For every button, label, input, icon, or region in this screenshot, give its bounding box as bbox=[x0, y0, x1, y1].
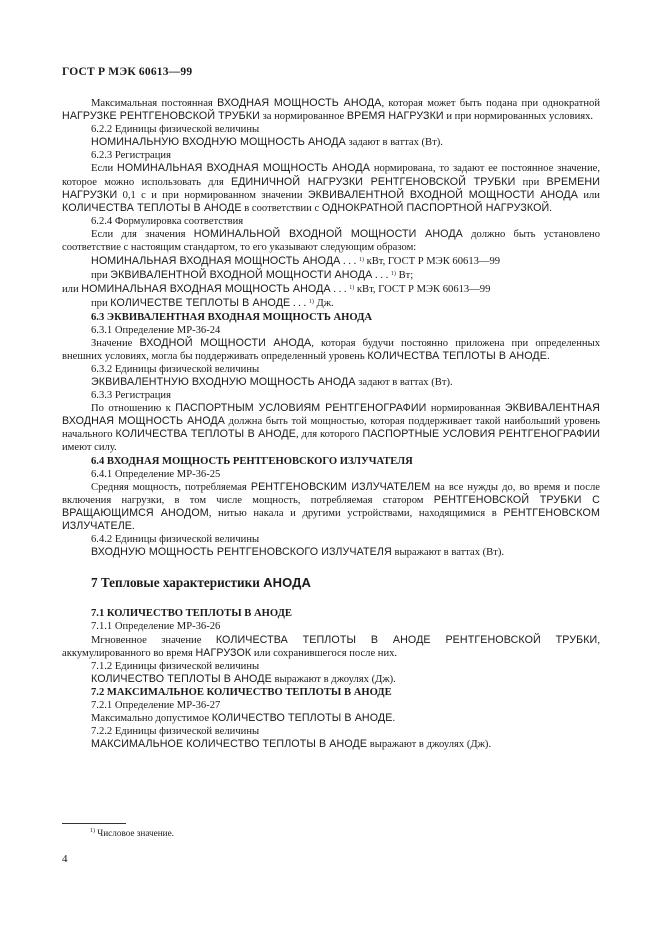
paragraph-6-3-2: ЭКВИВАЛЕНТНУЮ ВХОДНУЮ МОЩНОСТЬ АНОДА задают в ваттах (Вт). bbox=[91, 375, 453, 388]
heading-6-3-2: 6.3.2 Единицы физической величины bbox=[91, 363, 260, 375]
footnote-ref: 1) bbox=[390, 271, 396, 278]
footnote-text: Числовое значение. bbox=[97, 828, 174, 839]
heading-7-2-1: 7.2.1 Определение МР-36-27 bbox=[91, 700, 221, 712]
paragraph-7-2-1: Максимально допустимое КОЛИЧЕСТВО ТЕПЛОТЫ В АНОДЕ. bbox=[91, 712, 396, 725]
document-body bbox=[62, 97, 600, 751]
statement-line-3: или НОМИНАЛЬНАЯ ВХОДНАЯ МОЩНОСТЬ АНОДА . . . $^{1)}$ кВт, ГОСТ Р МЭК 60613—99 bbox=[62, 283, 491, 296]
heading-6-3-1: 6.3.1 Определение МР-36-24 bbox=[91, 324, 221, 336]
footnote-ref: 1) bbox=[349, 285, 355, 292]
footnote bbox=[90, 828, 174, 838]
heading-6-4-1: 6.4.1 Определение МР-36-25 bbox=[91, 468, 221, 480]
paragraph-6-2-1-text: Максимальная постоянная ВХОДНАЯ МОЩНОСТЬ АНОДА, которая может быть подана при однократной НАГРУЗКЕ РЕНТГЕНОВСКОЙ ТРУБКИ за нормированное ВРЕМЯ НАГРУЗКИ и при нормированных условиях. bbox=[62, 97, 600, 123]
heading-7-2-2: 7.2.2 Единицы физической величины bbox=[91, 726, 260, 738]
footnote-ref: 1) bbox=[358, 257, 364, 264]
page-number: 4 bbox=[62, 853, 68, 865]
heading-6-4-2: 6.4.2 Единицы физической величины bbox=[91, 534, 260, 546]
footnote-divider bbox=[62, 823, 126, 824]
paragraph-6-3-1: Значение ВХОДНОЙ МОЩНОСТИ АНОДА, которая будучи постоянно приложена при определенных внешних условиях, могла бы поддерживать определенный уровень КОЛИЧЕСТВА ТЕПЛОТЫ В АНОДЕ. bbox=[62, 336, 600, 362]
footnote-mark: 1) bbox=[90, 828, 95, 834]
paragraph-6-3-3: По отношению к ПАСПОРТНЫМ УСЛОВИЯМ РЕНТГЕНОГРАФИИ нормированная ЭКВИВАЛЕНТНАЯ ВХОДНАЯ МОЩНОСТЬ АНОДА должна быть той мощностью, которая поддерживает такой наибольший уровень начального КОЛИЧЕСТВА ТЕПЛОТЫ В АНОДЕ, для которого ПАСПОРТНЫЕ УСЛОВИЯ РЕНТГЕНОГРАФИИ имеют силу. bbox=[62, 402, 600, 454]
paragraph-6-4-1: Средняя мощность, потребляемая РЕНТГЕНОВСКИМ ИЗЛУЧАТЕЛЕМ на все нужды до, во время и после включения нагрузки, в том числе мощность, потребляемая статором РЕНТГЕНОВСКОЙ ТРУБКИ С ВРАЩАЮЩИМСЯ АНОДОМ, нитью накала и другими устройствами, находящимися в РЕНТГЕНОВСКОМ ИЗЛУЧАТЕЛЕ. bbox=[62, 480, 601, 532]
heading-7-1-1: 7.1.1 Определение МР-36-26 bbox=[91, 621, 221, 633]
paragraph-6-2-4: Если для значения НОМИНАЛЬНОЙ ВХОДНОЙ МОЩНОСТИ АНОДА должно быть установлено соответствие с настоящим стандартом, то его указывают следующим образом: bbox=[62, 227, 600, 254]
statement-line-2: при ЭКВИВАЛЕНТНОЙ ВХОДНОЙ МОЩНОСТИ АНОДА . . . $^{1)}$ Вт; bbox=[91, 269, 414, 282]
paragraph-7-1-1: Мгновенное значение КОЛИЧЕСТВА ТЕПЛОТЫ В АНОДЕ РЕНТГЕНОВСКОЙ ТРУБКИ, аккумулированного во время НАГРУЗОК или сохранившегося после них. bbox=[62, 633, 600, 659]
section-title-7-1: 7.1 КОЛИЧЕСТВО ТЕПЛОТЫ В АНОДЕ bbox=[91, 608, 292, 620]
paragraph-7-1-2: КОЛИЧЕСТВО ТЕПЛОТЫ В АНОДЕ выражают в джоулях (Дж). bbox=[91, 672, 396, 685]
page-header: ГОСТ Р МЭК 60613—99 bbox=[62, 66, 193, 78]
section-title-6-4: 6.4 ВХОДНАЯ МОЩНОСТЬ РЕНТГЕНОВСКОГО ИЗЛУЧАТЕЛЯ bbox=[91, 455, 413, 467]
heading-7-1-2: 7.1.2 Единицы физической величины bbox=[91, 660, 260, 672]
heading-6-2-3: 6.2.3 Регистрация bbox=[91, 150, 171, 162]
chapter-title-7: 7 Тепловые характеристики АНОДА bbox=[91, 575, 311, 591]
paragraph-6-2-2: НОМИНАЛЬНУЮ ВХОДНУЮ МОЩНОСТЬ АНОДА задают в ваттах (Вт). bbox=[91, 136, 443, 149]
footnote-ref: 1) bbox=[308, 299, 314, 306]
heading-6-2-4: 6.2.4 Формулировка соответствия bbox=[91, 215, 244, 227]
heading-6-2-2: 6.2.2 Единицы физической величины bbox=[91, 124, 260, 136]
statement-line-1: НОМИНАЛЬНАЯ ВХОДНАЯ МОЩНОСТЬ АНОДА . . . $^{1)}$ кВт, ГОСТ Р МЭК 60613—99 bbox=[91, 255, 501, 268]
paragraph-6-2-3: Если НОМИНАЛЬНАЯ ВХОДНАЯ МОЩНОСТЬ АНОДА нормирована, то задают ее постоянное значение, которое можно использовать для ЕДИНИЧНОЙ НАГРУЗКИ РЕНТГЕНОВСКОЙ ТРУБКИ при ВРЕМЕНИ НАГРУЗКИ 0,1 с и при нормированном значении ЭКВИВАЛЕНТНОЙ ВХОДНОЙ МОЩНОСТИ АНОДА или КОЛИЧЕСТВА ТЕПЛОТЫ В АНОДЕ в соответствии с ОДНОКРАТНОЙ ПАСПОРТНОЙ НАГРУЗКОЙ. bbox=[62, 162, 601, 214]
heading-6-3-3: 6.3.3 Регистрация bbox=[91, 390, 171, 402]
section-title-6-3: 6.3 ЭКВИВАЛЕНТНАЯ ВХОДНАЯ МОЩНОСТЬ АНОДА bbox=[91, 311, 373, 323]
paragraph-7-2-2: МАКСИМАЛЬНОЕ КОЛИЧЕСТВО ТЕПЛОТЫ В АНОДЕ выражают в джоулях (Дж). bbox=[91, 738, 492, 751]
section-title-7-2: 7.2 МАКСИМАЛЬНОЕ КОЛИЧЕСТВО ТЕПЛОТЫ В АНОДЕ bbox=[91, 686, 392, 698]
paragraph-6-4-2: ВХОДНУЮ МОЩНОСТЬ РЕНТГЕНОВСКОГО ИЗЛУЧАТЕЛЯ выражают в ваттах (Вт). bbox=[91, 546, 505, 559]
statement-line-4: при КОЛИЧЕСТВЕ ТЕПЛОТЫ В АНОДЕ . . . $^{1)}$ Дж. bbox=[91, 297, 334, 310]
